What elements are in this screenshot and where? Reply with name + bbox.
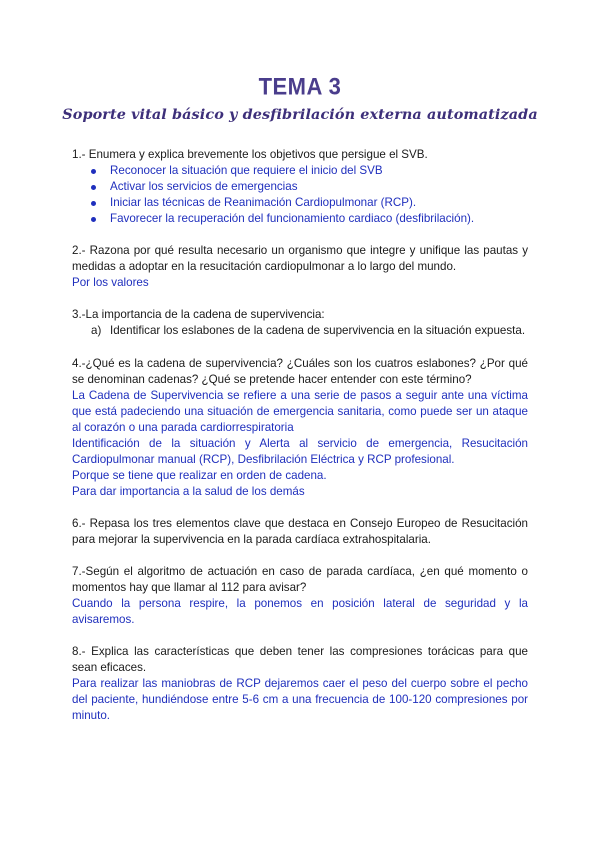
question-8-answer: Para realizar las maniobras de RCP dejaremos caer el peso del cuerpo sobre el pecho del paciente, hundiéndose entre 5-6 cm a una frecuencia de 100-120 compresiones por minuto. — [72, 676, 528, 722]
list-item — [72, 195, 528, 211]
list-item-text: Iniciar las técnicas de Reanimación Cardiopulmonar (RCP). — [110, 196, 417, 209]
question-3: 3.-La importancia de la cadena de supervivencia: — [72, 308, 325, 321]
page-title: TEMA 3 — [258, 72, 342, 100]
question-4: 4.-¿Qué es la cadena de supervivencia? ¿Cuáles son los cuatros eslabones? ¿Por qué se denominan cadenas? ¿Qué se pretende hacer entender con este término? — [72, 356, 528, 386]
bullet-icon — [91, 217, 96, 222]
question-4-answer-3: Porque se tiene que realizar en orden de cadena. — [72, 468, 327, 482]
list-item-text: Favorecer la recuperación del funcionamiento cardiaco (desfibrilación). — [110, 212, 475, 225]
bullet-icon — [91, 185, 96, 190]
question-4-answer-1: La Cadena de Supervivencia se refiere a una serie de pasos a seguir ante una víctima que está padeciendo una situación de emergencia sanitaria, como puede ser un ataque al corazón o una parada cardiorrespiratoria — [72, 388, 528, 434]
question-1: 1.- Enumera y explica brevemente los objetivos que persigue el SVB. — [72, 148, 428, 161]
list-item-text: Activar los servicios de emergencias — [110, 180, 298, 193]
question-4-answer-4: Para dar importancia a la salud de los demás — [72, 484, 305, 498]
question-7-answer: Cuando la persona respire, la ponemos en posición lateral de seguridad y la avisaremos. — [72, 596, 528, 626]
question-4-answer-2: Identificación de la situación y Alerta al servicio de emergencia, Resucitación Cardiopulmonar manual (RCP), Desfibrilación Eléctrica y RCP profesional. — [72, 436, 528, 466]
subitem-text: Identificar los eslabones de la cadena de supervivencia en la situación expuesta. — [110, 324, 526, 337]
bullet-icon — [91, 201, 96, 206]
document-body — [72, 147, 528, 724]
page-subtitle: Soporte vital básico y desfibrilación externa automatizada — [62, 106, 538, 123]
question-2-answer: Por los valores — [72, 276, 149, 289]
subitem-label: a) — [91, 324, 102, 337]
question-3-subitem — [72, 323, 528, 340]
question-1-answer-list — [72, 163, 528, 227]
bullet-icon — [91, 169, 96, 174]
list-item — [72, 163, 528, 179]
question-6: 6.- Repasa los tres elementos clave que destaca en Consejo Europeo de Resucitación para mejorar la supervivencia en la parada cardíaca extrahospitalaria. — [72, 516, 528, 546]
list-item — [72, 179, 528, 195]
list-item — [72, 211, 528, 227]
question-7: 7.-Según el algoritmo de actuación en caso de parada cardíaca, ¿en qué momento o momentos hay que llamar al 112 para avisar? — [72, 564, 528, 594]
question-8: 8.- Explica las características que deben tener las compresiones torácicas para que sean eficaces. — [72, 644, 528, 674]
list-item-text: Reconocer la situación que requiere el inicio del SVB — [110, 164, 383, 177]
question-2: 2.- Razona por qué resulta necesario un organismo que integre y unifique las pautas y medidas a adoptar en la resucitación cardiopulmonar a lo largo del mundo. — [72, 244, 528, 273]
